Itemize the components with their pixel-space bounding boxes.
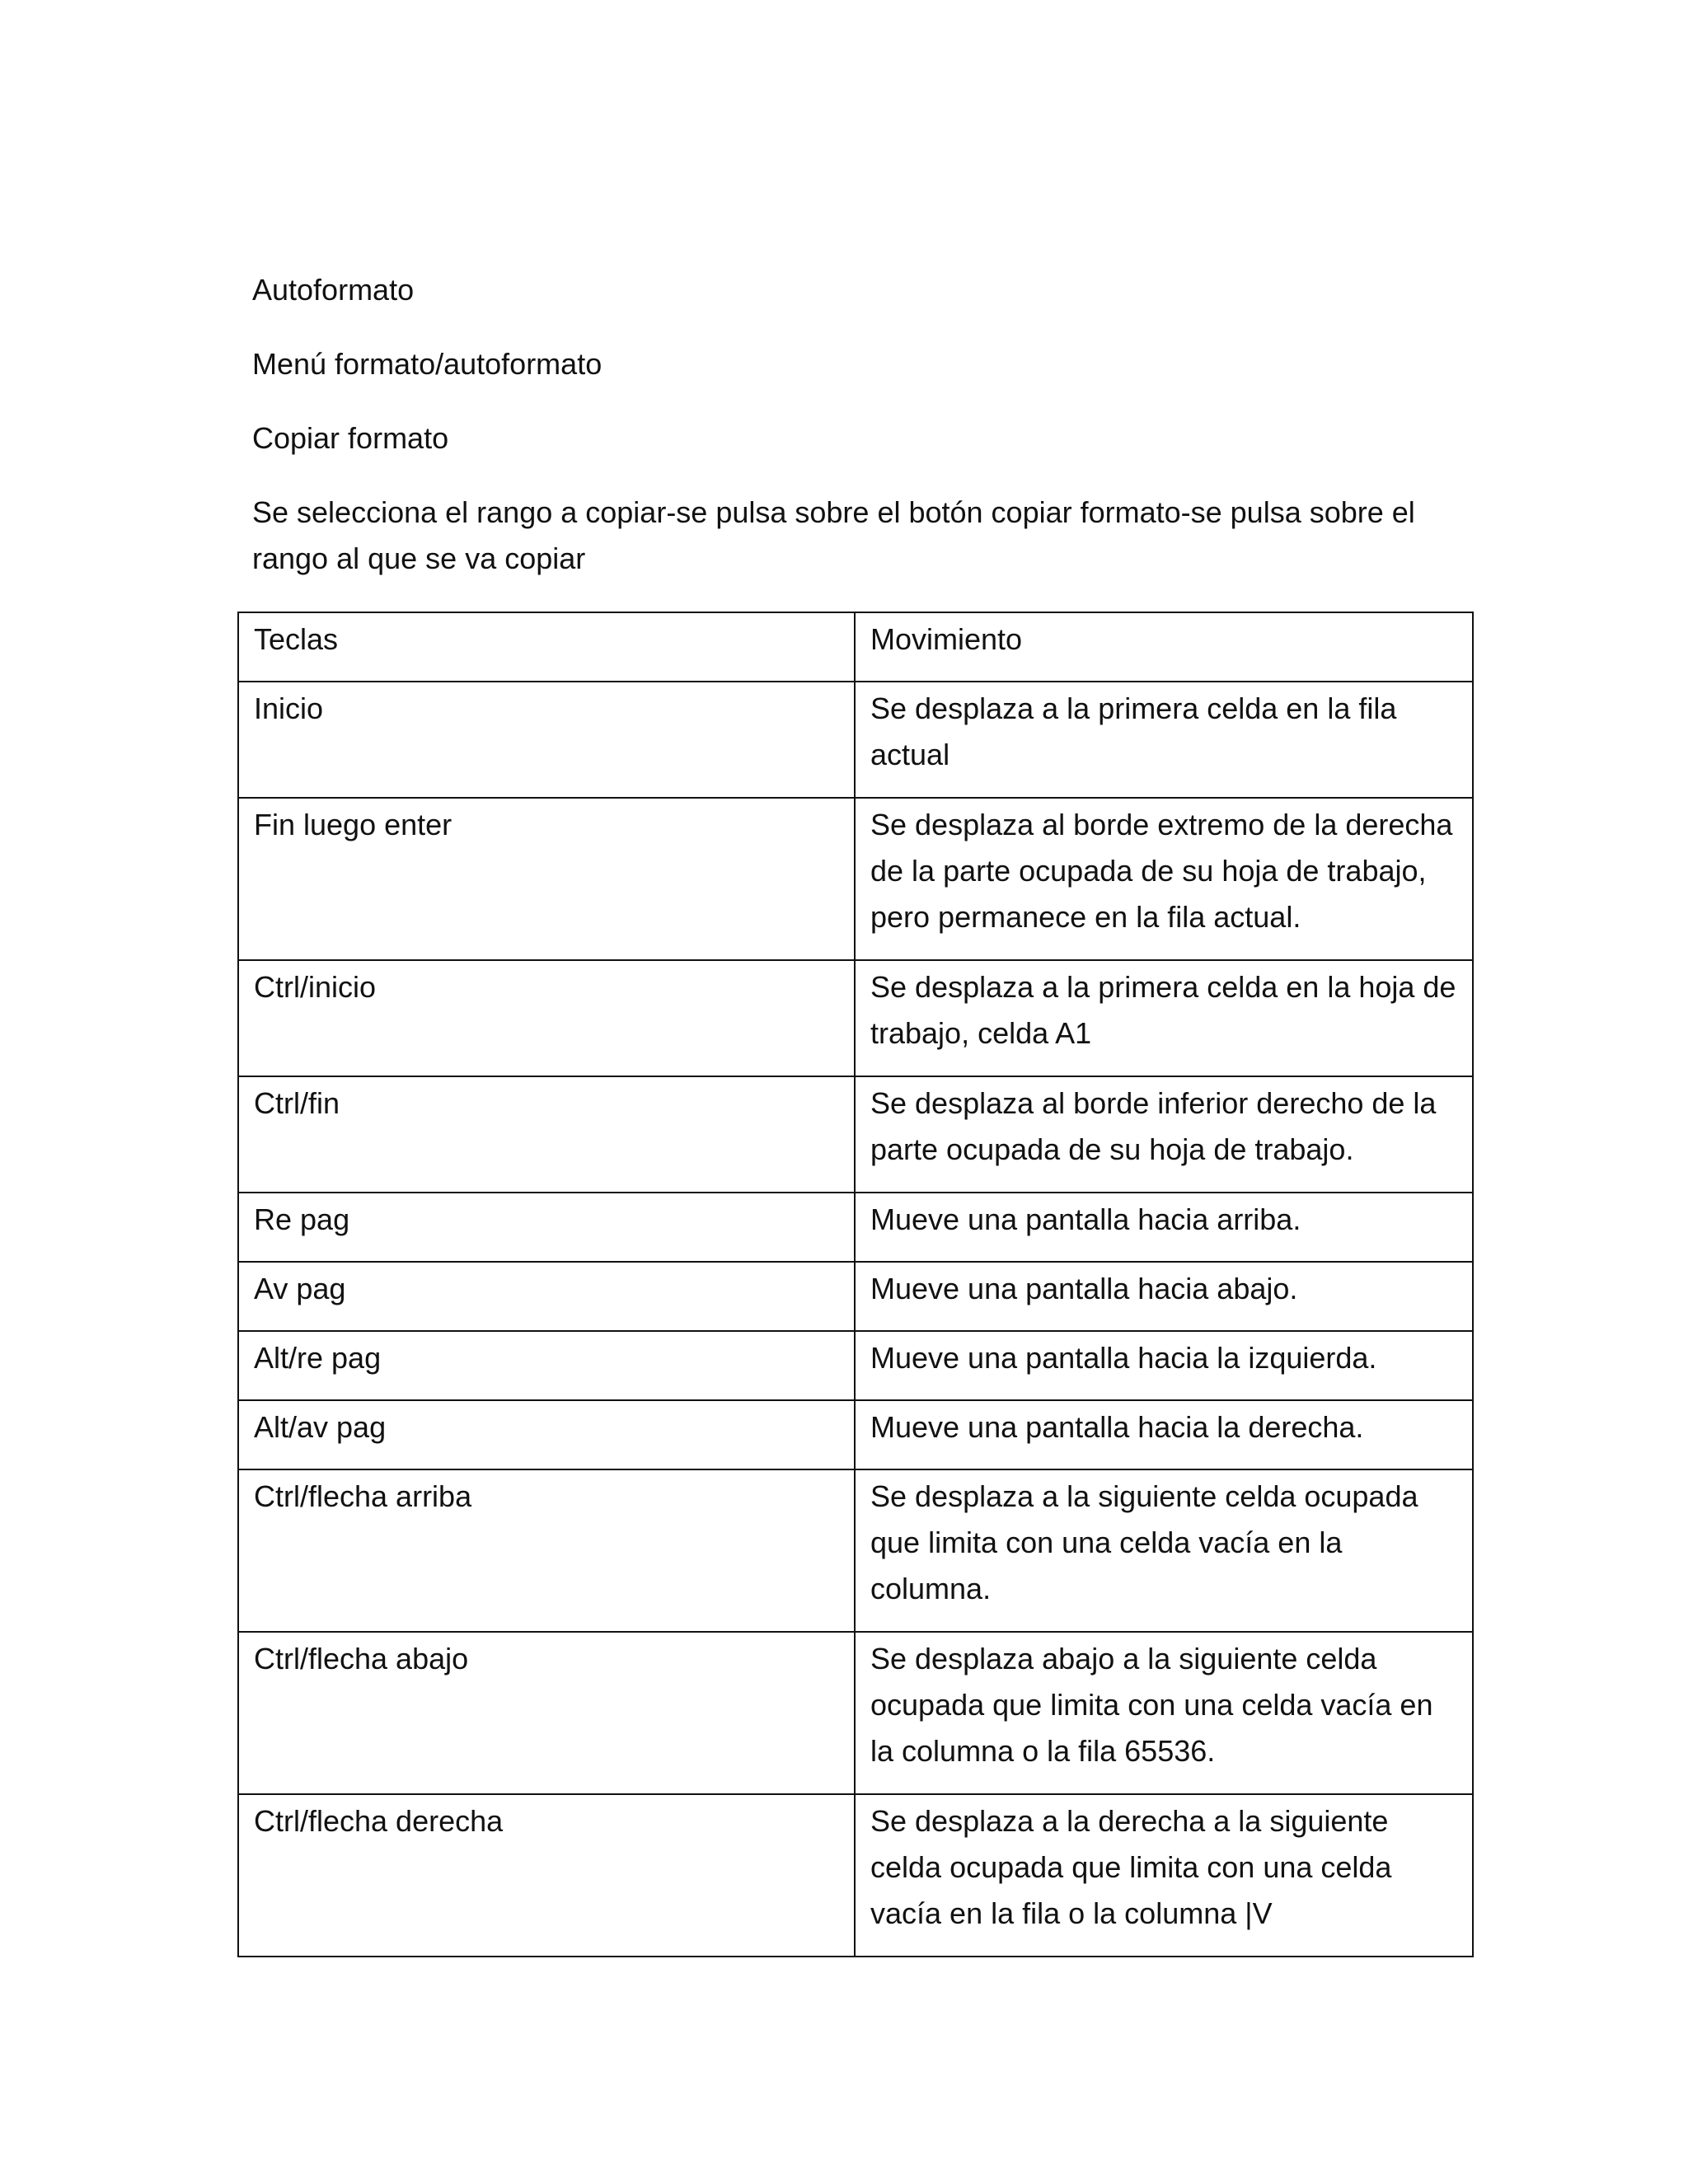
movement-cell	[855, 1262, 1473, 1331]
text-copiar-instrucciones: Se selecciona el rango a copiar-se pulsa sobre el botón copiar formato-se pulsa sobre el rango al que se va copiar	[252, 495, 1415, 575]
key-cell	[238, 1469, 855, 1632]
heading-copiar-formato: Copiar formato	[252, 421, 449, 455]
key-cell	[238, 1262, 855, 1331]
key-cell	[238, 798, 855, 960]
table-row	[238, 1469, 1473, 1632]
movement-text: Se desplaza a la primera celda en la hoja de trabajo, celda A1	[870, 970, 1456, 1050]
key-text: Av pag	[254, 1272, 346, 1305]
key-cell	[238, 960, 855, 1076]
key-cell	[238, 1331, 855, 1400]
movement-cell	[855, 682, 1473, 798]
header-teclas	[238, 612, 855, 682]
key-text: Alt/re pag	[254, 1341, 382, 1375]
table-row	[238, 682, 1473, 798]
table-row	[238, 1193, 1473, 1262]
movement-cell	[855, 1632, 1473, 1794]
key-text: Ctrl/fin	[254, 1086, 340, 1120]
movement-text: Se desplaza abajo a la siguiente celda ocupada que limita con una celda vacía en la columna o la fila 65536.	[870, 1642, 1433, 1768]
movement-text: Se desplaza a la primera celda en la fila actual	[870, 691, 1397, 771]
movement-text: Se desplaza a la derecha a la siguiente celda ocupada que limita con una celda vacía en la fila o la columna |V	[870, 1804, 1392, 1930]
key-cell	[238, 1076, 855, 1193]
table-row	[238, 1794, 1473, 1957]
movement-cell	[855, 1400, 1473, 1469]
table-row	[238, 798, 1473, 960]
table-row	[238, 1262, 1473, 1331]
table-row	[238, 960, 1473, 1076]
key-cell	[238, 1632, 855, 1794]
movement-cell	[855, 1469, 1473, 1632]
table-row	[238, 1331, 1473, 1400]
table-header-row	[238, 612, 1473, 682]
key-cell	[238, 1193, 855, 1262]
movement-cell	[855, 1794, 1473, 1957]
movement-cell	[855, 1331, 1473, 1400]
movement-text: Se desplaza a la siguiente celda ocupada que limita con una celda vacía en la columna.	[870, 1479, 1418, 1605]
movement-text: Mueve una pantalla hacia arriba.	[870, 1202, 1301, 1236]
keys-table	[237, 612, 1474, 1957]
movement-text: Mueve una pantalla hacia la izquierda.	[870, 1341, 1377, 1375]
key-text: Fin luego enter	[254, 808, 452, 841]
key-text: Ctrl/flecha abajo	[254, 1642, 469, 1675]
key-cell	[238, 1794, 855, 1957]
key-text: Ctrl/flecha arriba	[254, 1479, 472, 1513]
table-row	[238, 1632, 1473, 1794]
movement-cell	[855, 960, 1473, 1076]
movement-text: Mueve una pantalla hacia la derecha.	[870, 1410, 1364, 1444]
key-text: Ctrl/inicio	[254, 970, 377, 1004]
key-cell	[238, 1400, 855, 1469]
key-cell	[238, 682, 855, 798]
key-text: Ctrl/flecha derecha	[254, 1804, 504, 1838]
header-movimiento	[855, 612, 1473, 682]
movement-cell	[855, 1193, 1473, 1262]
movement-text: Se desplaza al borde inferior derecho de la parte ocupada de su hoja de trabajo.	[870, 1086, 1437, 1166]
text-menu-formato: Menú formato/autoformato	[252, 347, 603, 381]
movement-text: Se desplaza al borde extremo de la derecha de la parte ocupada de su hoja de trabajo, pero permanece en la fila actual.	[870, 808, 1453, 934]
movement-cell	[855, 798, 1473, 960]
table-row	[238, 1400, 1473, 1469]
heading-autoformato: Autoformato	[252, 273, 415, 307]
key-text: Alt/av pag	[254, 1410, 387, 1444]
movement-cell	[855, 1076, 1473, 1193]
key-text: Re pag	[254, 1202, 350, 1236]
movement-text: Mueve una pantalla hacia abajo.	[870, 1272, 1298, 1305]
header-teclas-text: Teclas	[254, 622, 339, 656]
key-text: Inicio	[254, 691, 324, 725]
table-row	[238, 1076, 1473, 1193]
header-movimiento-text: Movimiento	[870, 622, 1023, 656]
